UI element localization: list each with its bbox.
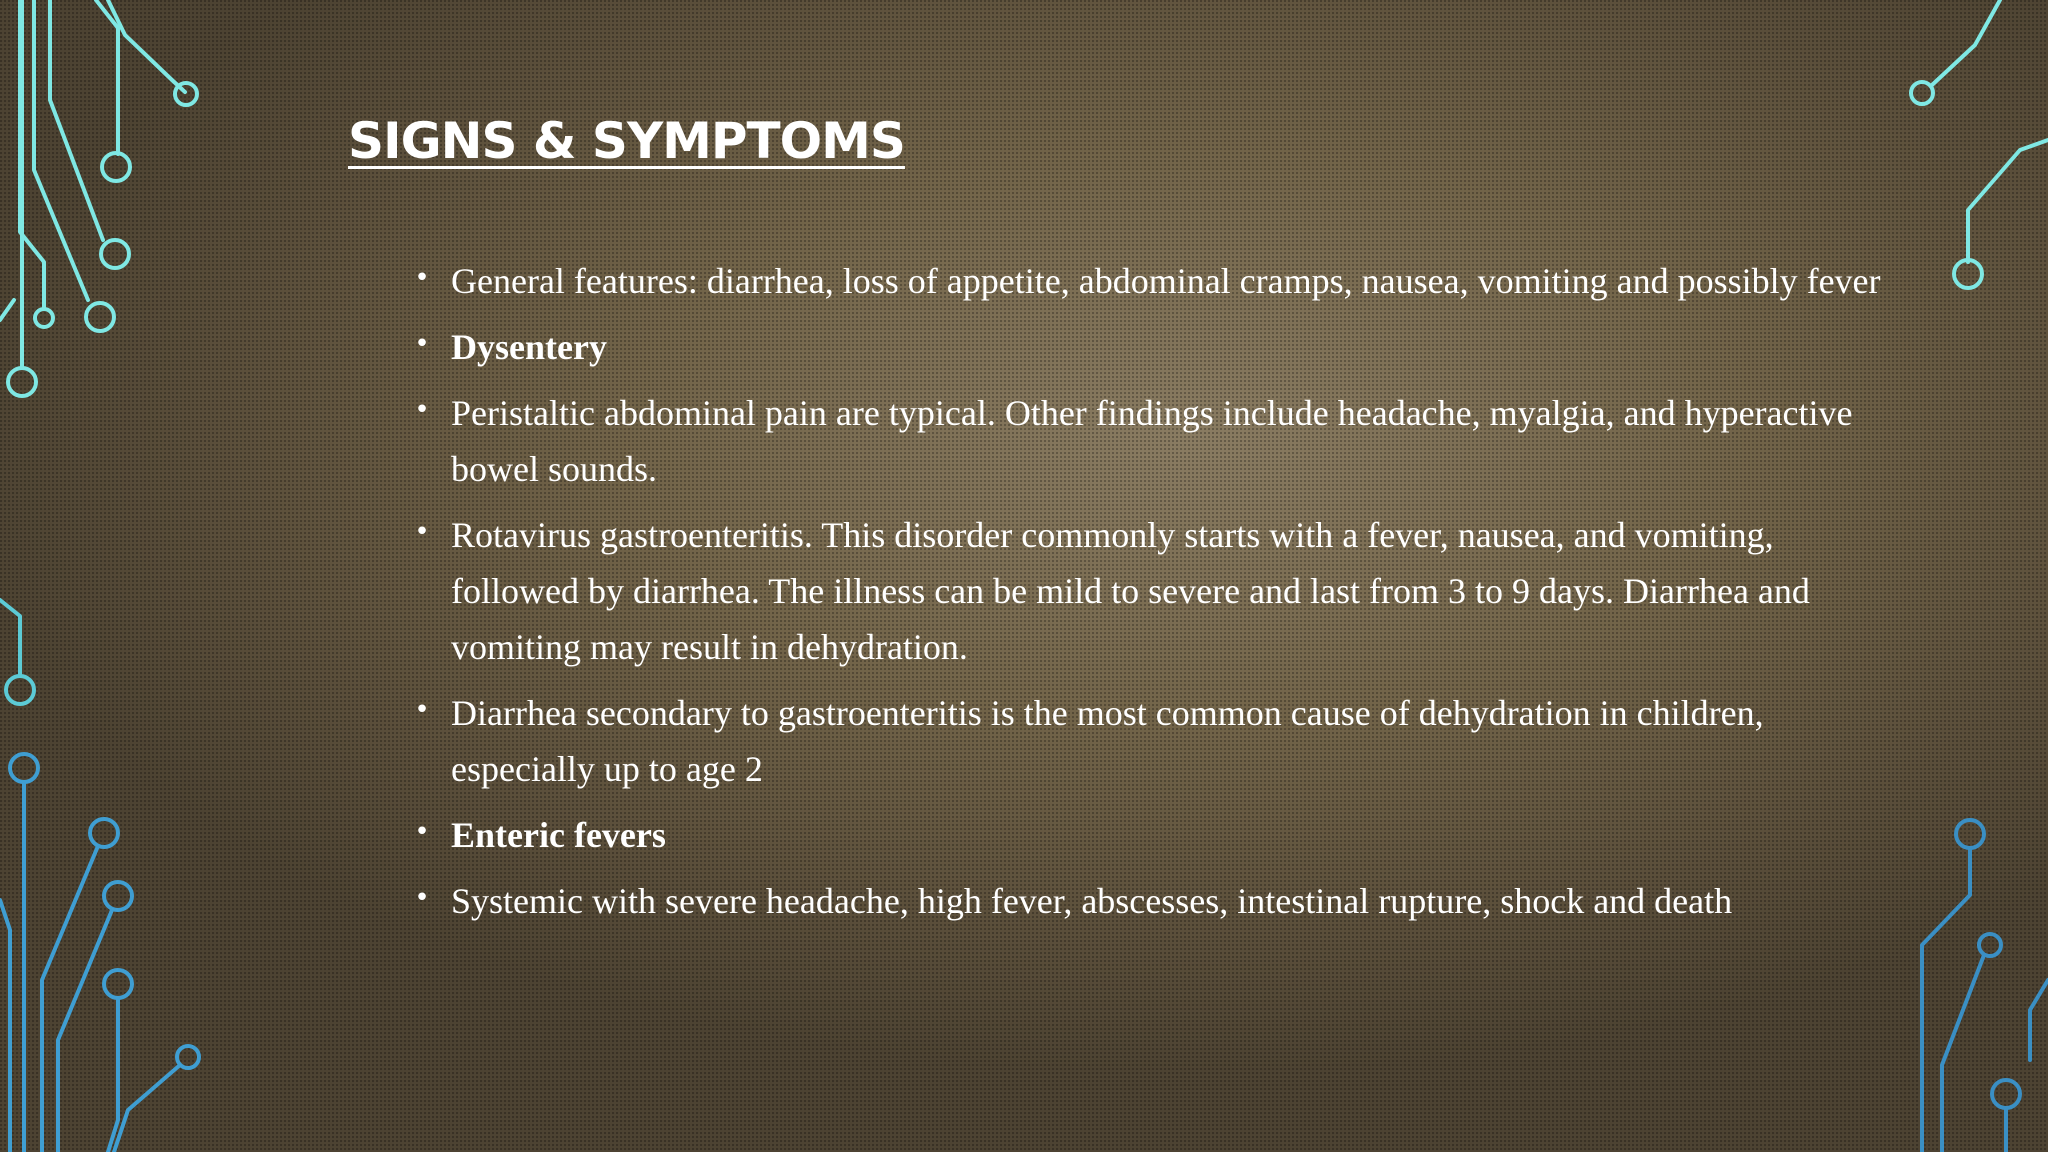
circuit-bottom-right: [1922, 820, 2048, 1152]
bullet-text: Dysentery: [451, 327, 607, 367]
bullet-text: Enteric fevers: [451, 815, 666, 855]
bullet-systemic: [412, 873, 1902, 929]
bullet-dysentery: [412, 319, 1902, 375]
circuit-mid-left: [0, 600, 34, 704]
slide-title: SIGNS & SYMPTOMS: [348, 112, 905, 170]
bullet-list: [412, 253, 1902, 939]
bullet-icon: •: [414, 883, 430, 913]
bullet-rotavirus: [412, 507, 1902, 675]
bullet-text: General features: diarrhea, loss of appetite, abdominal cramps, nausea, vomiting and possibly fever: [451, 261, 1881, 301]
bullet-enteric-fevers: [412, 807, 1902, 863]
bullet-icon: •: [414, 329, 430, 359]
bullet-icon: •: [414, 263, 430, 293]
bullet-icon: •: [414, 695, 430, 725]
bullet-text: Systemic with severe headache, high fever, abscesses, intestinal rupture, shock and death: [451, 881, 1733, 921]
bullet-icon: •: [414, 817, 430, 847]
bullet-peristaltic-pain: [412, 385, 1902, 497]
circuit-top-right: [1911, 0, 2048, 288]
bullet-text: Peristaltic abdominal pain are typical. Other findings include headache, myalgia, and hyperactive bowel sounds.: [451, 393, 1853, 489]
circuit-top-left: [0, 0, 197, 396]
circuit-bottom-left: [0, 754, 199, 1152]
bullet-general-features: [412, 253, 1902, 309]
bullet-icon: •: [414, 395, 430, 425]
bullet-diarrhea-dehydration: [412, 685, 1902, 797]
bullet-icon: •: [414, 517, 430, 547]
bullet-text: Rotavirus gastroenteritis. This disorder commonly starts with a fever, nausea, and vomiting, followed by diarrhea. The illness can be mild to severe and last from 3 to 9 days. Diarrhea and vomiting may result in dehydration.: [451, 515, 1810, 667]
bullet-text: Diarrhea secondary to gastroenteritis is the most common cause of dehydration in children, especially up to age 2: [451, 693, 1764, 789]
